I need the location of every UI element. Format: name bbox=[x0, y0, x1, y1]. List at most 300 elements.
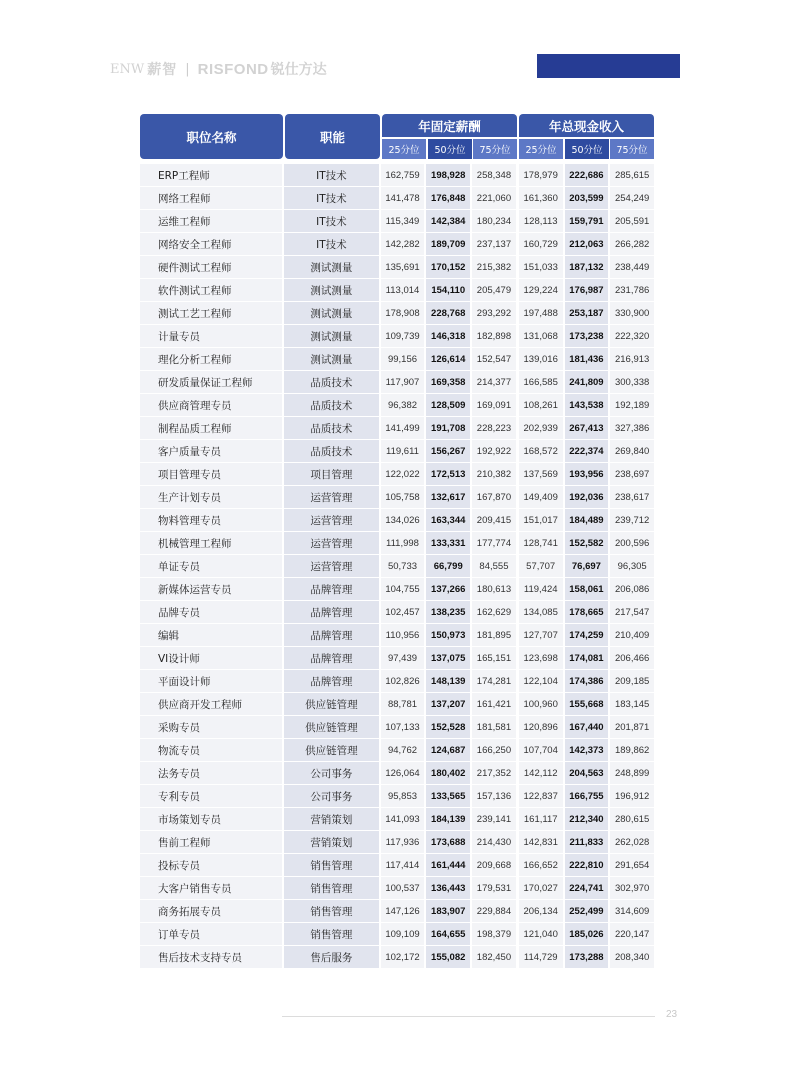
cell-fixed-p50: 180,402 bbox=[426, 762, 470, 784]
cell-fixed-p50: 163,344 bbox=[426, 509, 470, 531]
cell-fixed-p25: 134,026 bbox=[381, 509, 425, 531]
cell-function: 运营管理 bbox=[284, 486, 378, 508]
cell-total-p50: 211,833 bbox=[565, 831, 609, 853]
cell-fixed-p75: 258,348 bbox=[472, 164, 516, 186]
cell-total-p25: 151,033 bbox=[519, 256, 563, 278]
table-row bbox=[140, 210, 654, 233]
table-row bbox=[140, 371, 654, 394]
table-row bbox=[140, 785, 654, 808]
cell-fixed-p75: 237,137 bbox=[472, 233, 516, 255]
cell-function: 品质技术 bbox=[284, 440, 378, 462]
cell-total-p50: 224,741 bbox=[565, 877, 609, 899]
cell-total-p25: 120,896 bbox=[519, 716, 563, 738]
cell-total-p25: 122,837 bbox=[519, 785, 563, 807]
cell-function: 测试测量 bbox=[284, 279, 378, 301]
cell-total-p25: 114,729 bbox=[519, 946, 563, 968]
logo-separator: | bbox=[185, 61, 190, 77]
brand-logo bbox=[110, 58, 327, 80]
cell-fixed-p75: 177,774 bbox=[472, 532, 516, 554]
logo-risfond: RISFOND bbox=[197, 60, 269, 78]
cell-function: 公司事务 bbox=[284, 785, 378, 807]
cell-total-p25: 128,741 bbox=[519, 532, 563, 554]
cell-fixed-p75: 205,479 bbox=[472, 279, 516, 301]
table-row bbox=[140, 509, 654, 532]
table-row bbox=[140, 187, 654, 210]
cell-fixed-p75: 169,091 bbox=[472, 394, 516, 416]
header-total-p75: 75分位 bbox=[610, 139, 654, 159]
cell-function: 品质技术 bbox=[284, 371, 378, 393]
cell-total-p75: 192,189 bbox=[610, 394, 654, 416]
cell-position-name: 市场策划专员 bbox=[140, 808, 282, 830]
cell-total-p25: 166,585 bbox=[519, 371, 563, 393]
cell-total-p75: 254,249 bbox=[610, 187, 654, 209]
cell-total-p75: 285,615 bbox=[610, 164, 654, 186]
cell-total-p50: 166,755 bbox=[565, 785, 609, 807]
table-row bbox=[140, 693, 654, 716]
cell-function: 供应链管理 bbox=[284, 716, 378, 738]
cell-total-p75: 205,591 bbox=[610, 210, 654, 232]
cell-fixed-p50: 173,688 bbox=[426, 831, 470, 853]
cell-function: 销售管理 bbox=[284, 900, 378, 922]
cell-total-p25: 121,040 bbox=[519, 923, 563, 945]
header-total-cash: 年总现金收入 bbox=[519, 114, 654, 137]
cell-fixed-p25: 111,998 bbox=[381, 532, 425, 554]
cell-total-p50: 155,668 bbox=[565, 693, 609, 715]
cell-function: 营销策划 bbox=[284, 808, 378, 830]
cell-function: 测试测量 bbox=[284, 256, 378, 278]
header-fixed-p25: 25分位 bbox=[382, 139, 426, 159]
cell-total-p50: 167,440 bbox=[565, 716, 609, 738]
cell-position-name: 售前工程师 bbox=[140, 831, 282, 853]
cell-fixed-p50: 169,358 bbox=[426, 371, 470, 393]
cell-function: 公司事务 bbox=[284, 762, 378, 784]
cell-position-name: 研发质量保证工程师 bbox=[140, 371, 282, 393]
header-total-p50: 50分位 bbox=[565, 139, 609, 159]
table-row bbox=[140, 900, 654, 923]
cell-fixed-p25: 119,611 bbox=[381, 440, 425, 462]
cell-fixed-p75: 215,382 bbox=[472, 256, 516, 278]
header-total-p25: 25分位 bbox=[519, 139, 563, 159]
cell-position-name: 网络工程师 bbox=[140, 187, 282, 209]
cell-position-name: 物流专员 bbox=[140, 739, 282, 761]
cell-fixed-p25: 102,172 bbox=[381, 946, 425, 968]
salary-table bbox=[140, 114, 654, 969]
cell-fixed-p50: 176,848 bbox=[426, 187, 470, 209]
cell-fixed-p25: 122,022 bbox=[381, 463, 425, 485]
cell-total-p50: 178,665 bbox=[565, 601, 609, 623]
cell-fixed-p25: 126,064 bbox=[381, 762, 425, 784]
cell-total-p75: 201,871 bbox=[610, 716, 654, 738]
cell-position-name: 单证专员 bbox=[140, 555, 282, 577]
cell-function: 品牌管理 bbox=[284, 578, 378, 600]
cell-total-p75: 216,913 bbox=[610, 348, 654, 370]
table-row bbox=[140, 394, 654, 417]
cell-total-p25: 129,224 bbox=[519, 279, 563, 301]
cell-position-name: 软件测试工程师 bbox=[140, 279, 282, 301]
cell-total-p25: 202,939 bbox=[519, 417, 563, 439]
table-row bbox=[140, 325, 654, 348]
cell-position-name: 网络安全工程师 bbox=[140, 233, 282, 255]
cell-fixed-p75: 162,629 bbox=[472, 601, 516, 623]
cell-position-name: 制程品质工程师 bbox=[140, 417, 282, 439]
cell-total-p75: 248,899 bbox=[610, 762, 654, 784]
cell-total-p50: 252,499 bbox=[565, 900, 609, 922]
cell-fixed-p75: 165,151 bbox=[472, 647, 516, 669]
logo-xinzhi: 薪智 bbox=[147, 62, 178, 78]
cell-function: 品牌管理 bbox=[284, 624, 378, 646]
table-row bbox=[140, 440, 654, 463]
table-row bbox=[140, 532, 654, 555]
cell-fixed-p50: 170,152 bbox=[426, 256, 470, 278]
cell-fixed-p25: 147,126 bbox=[381, 900, 425, 922]
cell-total-p75: 217,547 bbox=[610, 601, 654, 623]
cell-fixed-p75: 182,898 bbox=[472, 325, 516, 347]
table-row bbox=[140, 463, 654, 486]
cell-position-name: 物料管理专员 bbox=[140, 509, 282, 531]
cell-total-p50: 187,132 bbox=[565, 256, 609, 278]
cell-total-p75: 206,086 bbox=[610, 578, 654, 600]
cell-total-p50: 143,538 bbox=[565, 394, 609, 416]
cell-total-p75: 208,340 bbox=[610, 946, 654, 968]
cell-total-p75: 209,185 bbox=[610, 670, 654, 692]
cell-total-p50: 142,373 bbox=[565, 739, 609, 761]
cell-function: 品质技术 bbox=[284, 417, 378, 439]
cell-fixed-p50: 128,509 bbox=[426, 394, 470, 416]
cell-fixed-p50: 161,444 bbox=[426, 854, 470, 876]
cell-fixed-p25: 110,956 bbox=[381, 624, 425, 646]
cell-total-p75: 231,786 bbox=[610, 279, 654, 301]
cell-fixed-p75: 182,450 bbox=[472, 946, 516, 968]
cell-total-p50: 192,036 bbox=[565, 486, 609, 508]
table-row bbox=[140, 716, 654, 739]
cell-position-name: 硬件测试工程师 bbox=[140, 256, 282, 278]
cell-function: 测试测量 bbox=[284, 302, 378, 324]
cell-fixed-p50: 137,207 bbox=[426, 693, 470, 715]
cell-function: 品牌管理 bbox=[284, 670, 378, 692]
cell-fixed-p50: 126,614 bbox=[426, 348, 470, 370]
cell-fixed-p50: 156,267 bbox=[426, 440, 470, 462]
cell-fixed-p25: 135,691 bbox=[381, 256, 425, 278]
table-row bbox=[140, 877, 654, 900]
cell-fixed-p50: 191,708 bbox=[426, 417, 470, 439]
cell-total-p50: 174,386 bbox=[565, 670, 609, 692]
cell-fixed-p50: 154,110 bbox=[426, 279, 470, 301]
cell-total-p50: 241,809 bbox=[565, 371, 609, 393]
cell-total-p25: 119,424 bbox=[519, 578, 563, 600]
cell-fixed-p75: 152,547 bbox=[472, 348, 516, 370]
cell-total-p25: 131,068 bbox=[519, 325, 563, 347]
cell-fixed-p50: 184,139 bbox=[426, 808, 470, 830]
cell-function: 运营管理 bbox=[284, 555, 378, 577]
cell-position-name: 专利专员 bbox=[140, 785, 282, 807]
cell-position-name: ERP工程师 bbox=[140, 164, 282, 186]
cell-fixed-p75: 217,352 bbox=[472, 762, 516, 784]
cell-position-name: 品牌专员 bbox=[140, 601, 282, 623]
cell-fixed-p25: 162,759 bbox=[381, 164, 425, 186]
cell-position-name: 大客户销售专员 bbox=[140, 877, 282, 899]
cell-total-p50: 222,686 bbox=[565, 164, 609, 186]
cell-position-name: VI设计师 bbox=[140, 647, 282, 669]
cell-function: 销售管理 bbox=[284, 923, 378, 945]
cell-fixed-p25: 107,133 bbox=[381, 716, 425, 738]
cell-position-name: 编辑 bbox=[140, 624, 282, 646]
cell-fixed-p75: 210,382 bbox=[472, 463, 516, 485]
cell-fixed-p50: 137,075 bbox=[426, 647, 470, 669]
cell-total-p50: 253,187 bbox=[565, 302, 609, 324]
cell-fixed-p50: 228,768 bbox=[426, 302, 470, 324]
cell-total-p25: 149,409 bbox=[519, 486, 563, 508]
cell-function: 运营管理 bbox=[284, 532, 378, 554]
table-row bbox=[140, 233, 654, 256]
cell-total-p75: 220,147 bbox=[610, 923, 654, 945]
cell-fixed-p75: 229,884 bbox=[472, 900, 516, 922]
cell-total-p25: 139,016 bbox=[519, 348, 563, 370]
cell-fixed-p25: 109,739 bbox=[381, 325, 425, 347]
cell-position-name: 生产计划专员 bbox=[140, 486, 282, 508]
cell-total-p50: 159,791 bbox=[565, 210, 609, 232]
cell-fixed-p50: 189,709 bbox=[426, 233, 470, 255]
cell-total-p75: 210,409 bbox=[610, 624, 654, 646]
logo-risfond-cn: 锐仕方达 bbox=[270, 62, 327, 78]
cell-total-p25: 107,704 bbox=[519, 739, 563, 761]
cell-function: 品牌管理 bbox=[284, 601, 378, 623]
cell-fixed-p75: 157,136 bbox=[472, 785, 516, 807]
cell-fixed-p50: 133,331 bbox=[426, 532, 470, 554]
cell-function: IT技术 bbox=[284, 233, 378, 255]
cell-position-name: 理化分析工程师 bbox=[140, 348, 282, 370]
table-row bbox=[140, 762, 654, 785]
cell-function: 供应链管理 bbox=[284, 739, 378, 761]
page-number: 23 bbox=[666, 1009, 678, 1020]
cell-total-p75: 189,862 bbox=[610, 739, 654, 761]
cell-fixed-p50: 152,528 bbox=[426, 716, 470, 738]
cell-fixed-p25: 117,907 bbox=[381, 371, 425, 393]
cell-position-name: 测试工艺工程师 bbox=[140, 302, 282, 324]
cell-total-p25: 206,134 bbox=[519, 900, 563, 922]
cell-fixed-p75: 180,613 bbox=[472, 578, 516, 600]
cell-fixed-p25: 178,908 bbox=[381, 302, 425, 324]
cell-total-p25: 57,707 bbox=[519, 555, 563, 577]
header-fixed-salary: 年固定薪酬 bbox=[382, 114, 517, 137]
cell-fixed-p50: 124,687 bbox=[426, 739, 470, 761]
table-row bbox=[140, 164, 654, 187]
cell-total-p50: 76,697 bbox=[565, 555, 609, 577]
cell-total-p75: 291,654 bbox=[610, 854, 654, 876]
cell-total-p75: 96,305 bbox=[610, 555, 654, 577]
cell-fixed-p25: 100,537 bbox=[381, 877, 425, 899]
cell-fixed-p25: 104,755 bbox=[381, 578, 425, 600]
cell-function: 销售管理 bbox=[284, 854, 378, 876]
table-body bbox=[140, 164, 654, 969]
table-row bbox=[140, 555, 654, 578]
cell-total-p25: 166,652 bbox=[519, 854, 563, 876]
cell-total-p25: 170,027 bbox=[519, 877, 563, 899]
cell-total-p75: 183,145 bbox=[610, 693, 654, 715]
table-row bbox=[140, 279, 654, 302]
cell-total-p50: 185,026 bbox=[565, 923, 609, 945]
cell-total-p25: 151,017 bbox=[519, 509, 563, 531]
cell-fixed-p75: 214,430 bbox=[472, 831, 516, 853]
cell-function: IT技术 bbox=[284, 164, 378, 186]
cell-fixed-p75: 214,377 bbox=[472, 371, 516, 393]
cell-fixed-p50: 66,799 bbox=[426, 555, 470, 577]
cell-fixed-p25: 109,109 bbox=[381, 923, 425, 945]
cell-function: 营销策划 bbox=[284, 831, 378, 853]
cell-total-p25: 123,698 bbox=[519, 647, 563, 669]
cell-total-p75: 222,320 bbox=[610, 325, 654, 347]
header-accent-bar bbox=[537, 54, 680, 78]
cell-fixed-p25: 97,439 bbox=[381, 647, 425, 669]
cell-fixed-p25: 96,382 bbox=[381, 394, 425, 416]
cell-function: 品质技术 bbox=[284, 394, 378, 416]
cell-total-p75: 196,912 bbox=[610, 785, 654, 807]
cell-fixed-p25: 102,826 bbox=[381, 670, 425, 692]
table-row bbox=[140, 256, 654, 279]
cell-total-p75: 200,596 bbox=[610, 532, 654, 554]
cell-fixed-p25: 113,014 bbox=[381, 279, 425, 301]
cell-fixed-p75: 180,234 bbox=[472, 210, 516, 232]
cell-total-p50: 222,810 bbox=[565, 854, 609, 876]
table-row bbox=[140, 601, 654, 624]
cell-fixed-p25: 99,156 bbox=[381, 348, 425, 370]
cell-total-p50: 158,061 bbox=[565, 578, 609, 600]
cell-total-p50: 267,413 bbox=[565, 417, 609, 439]
header-position-name: 职位名称 bbox=[140, 114, 283, 159]
cell-total-p75: 314,609 bbox=[610, 900, 654, 922]
table-row bbox=[140, 831, 654, 854]
cell-total-p25: 142,831 bbox=[519, 831, 563, 853]
cell-fixed-p25: 94,762 bbox=[381, 739, 425, 761]
header-function: 职能 bbox=[285, 114, 380, 159]
cell-total-p25: 178,979 bbox=[519, 164, 563, 186]
cell-total-p75: 330,900 bbox=[610, 302, 654, 324]
table-row bbox=[140, 417, 654, 440]
cell-total-p75: 327,386 bbox=[610, 417, 654, 439]
cell-total-p75: 239,712 bbox=[610, 509, 654, 531]
cell-total-p75: 238,697 bbox=[610, 463, 654, 485]
cell-fixed-p25: 117,414 bbox=[381, 854, 425, 876]
cell-fixed-p25: 117,936 bbox=[381, 831, 425, 853]
cell-total-p75: 280,615 bbox=[610, 808, 654, 830]
cell-position-name: 订单专员 bbox=[140, 923, 282, 945]
cell-total-p50: 174,081 bbox=[565, 647, 609, 669]
cell-total-p75: 266,282 bbox=[610, 233, 654, 255]
cell-total-p75: 302,970 bbox=[610, 877, 654, 899]
cell-position-name: 采购专员 bbox=[140, 716, 282, 738]
cell-function: 测试测量 bbox=[284, 325, 378, 347]
cell-fixed-p50: 146,318 bbox=[426, 325, 470, 347]
cell-fixed-p75: 179,531 bbox=[472, 877, 516, 899]
cell-total-p50: 173,288 bbox=[565, 946, 609, 968]
cell-total-p25: 161,117 bbox=[519, 808, 563, 830]
cell-position-name: 供应商管理专员 bbox=[140, 394, 282, 416]
cell-fixed-p25: 102,457 bbox=[381, 601, 425, 623]
cell-fixed-p50: 164,655 bbox=[426, 923, 470, 945]
cell-fixed-p50: 155,082 bbox=[426, 946, 470, 968]
cell-total-p25: 108,261 bbox=[519, 394, 563, 416]
cell-fixed-p50: 137,266 bbox=[426, 578, 470, 600]
cell-total-p75: 238,617 bbox=[610, 486, 654, 508]
cell-fixed-p50: 132,617 bbox=[426, 486, 470, 508]
cell-total-p25: 142,112 bbox=[519, 762, 563, 784]
cell-total-p50: 181,436 bbox=[565, 348, 609, 370]
cell-position-name: 售后技术支持专员 bbox=[140, 946, 282, 968]
footer-divider bbox=[282, 1016, 655, 1017]
cell-total-p25: 100,960 bbox=[519, 693, 563, 715]
cell-total-p75: 300,338 bbox=[610, 371, 654, 393]
cell-fixed-p75: 228,223 bbox=[472, 417, 516, 439]
cell-fixed-p25: 95,853 bbox=[381, 785, 425, 807]
cell-total-p50: 173,238 bbox=[565, 325, 609, 347]
cell-total-p50: 152,582 bbox=[565, 532, 609, 554]
cell-function: 销售管理 bbox=[284, 877, 378, 899]
table-row bbox=[140, 578, 654, 601]
cell-total-p75: 206,466 bbox=[610, 647, 654, 669]
header-fixed-p75: 75分位 bbox=[473, 139, 517, 159]
cell-total-p50: 176,987 bbox=[565, 279, 609, 301]
cell-function: 测试测量 bbox=[284, 348, 378, 370]
cell-fixed-p75: 181,581 bbox=[472, 716, 516, 738]
cell-total-p25: 137,569 bbox=[519, 463, 563, 485]
cell-total-p75: 262,028 bbox=[610, 831, 654, 853]
cell-fixed-p75: 192,922 bbox=[472, 440, 516, 462]
cell-total-p50: 204,563 bbox=[565, 762, 609, 784]
cell-total-p25: 128,113 bbox=[519, 210, 563, 232]
cell-position-name: 新媒体运营专员 bbox=[140, 578, 282, 600]
cell-total-p50: 184,489 bbox=[565, 509, 609, 531]
table-row bbox=[140, 302, 654, 325]
cell-position-name: 客户质量专员 bbox=[140, 440, 282, 462]
cell-fixed-p25: 141,093 bbox=[381, 808, 425, 830]
header-fixed-p50: 50分位 bbox=[428, 139, 472, 159]
cell-fixed-p50: 183,907 bbox=[426, 900, 470, 922]
cell-fixed-p50: 172,513 bbox=[426, 463, 470, 485]
cell-total-p25: 134,085 bbox=[519, 601, 563, 623]
table-row bbox=[140, 486, 654, 509]
cell-fixed-p25: 142,282 bbox=[381, 233, 425, 255]
cell-fixed-p75: 209,415 bbox=[472, 509, 516, 531]
cell-total-p25: 122,104 bbox=[519, 670, 563, 692]
cell-fixed-p25: 141,499 bbox=[381, 417, 425, 439]
cell-total-p25: 197,488 bbox=[519, 302, 563, 324]
cell-fixed-p50: 150,973 bbox=[426, 624, 470, 646]
cell-fixed-p75: 221,060 bbox=[472, 187, 516, 209]
cell-fixed-p50: 136,443 bbox=[426, 877, 470, 899]
cell-fixed-p75: 293,292 bbox=[472, 302, 516, 324]
cell-fixed-p75: 167,870 bbox=[472, 486, 516, 508]
table-row bbox=[140, 946, 654, 969]
cell-fixed-p50: 133,565 bbox=[426, 785, 470, 807]
cell-fixed-p75: 84,555 bbox=[472, 555, 516, 577]
cell-total-p50: 203,599 bbox=[565, 187, 609, 209]
cell-position-name: 商务拓展专员 bbox=[140, 900, 282, 922]
cell-total-p25: 161,360 bbox=[519, 187, 563, 209]
cell-fixed-p25: 50,733 bbox=[381, 555, 425, 577]
cell-function: 运营管理 bbox=[284, 509, 378, 531]
cell-function: IT技术 bbox=[284, 187, 378, 209]
table-row bbox=[140, 670, 654, 693]
cell-fixed-p25: 88,781 bbox=[381, 693, 425, 715]
cell-function: 品牌管理 bbox=[284, 647, 378, 669]
cell-total-p75: 238,449 bbox=[610, 256, 654, 278]
cell-total-p50: 212,063 bbox=[565, 233, 609, 255]
cell-total-p50: 222,374 bbox=[565, 440, 609, 462]
cell-total-p75: 269,840 bbox=[610, 440, 654, 462]
cell-total-p25: 160,729 bbox=[519, 233, 563, 255]
table-row bbox=[140, 854, 654, 877]
cell-fixed-p75: 166,250 bbox=[472, 739, 516, 761]
cell-function: 项目管理 bbox=[284, 463, 378, 485]
